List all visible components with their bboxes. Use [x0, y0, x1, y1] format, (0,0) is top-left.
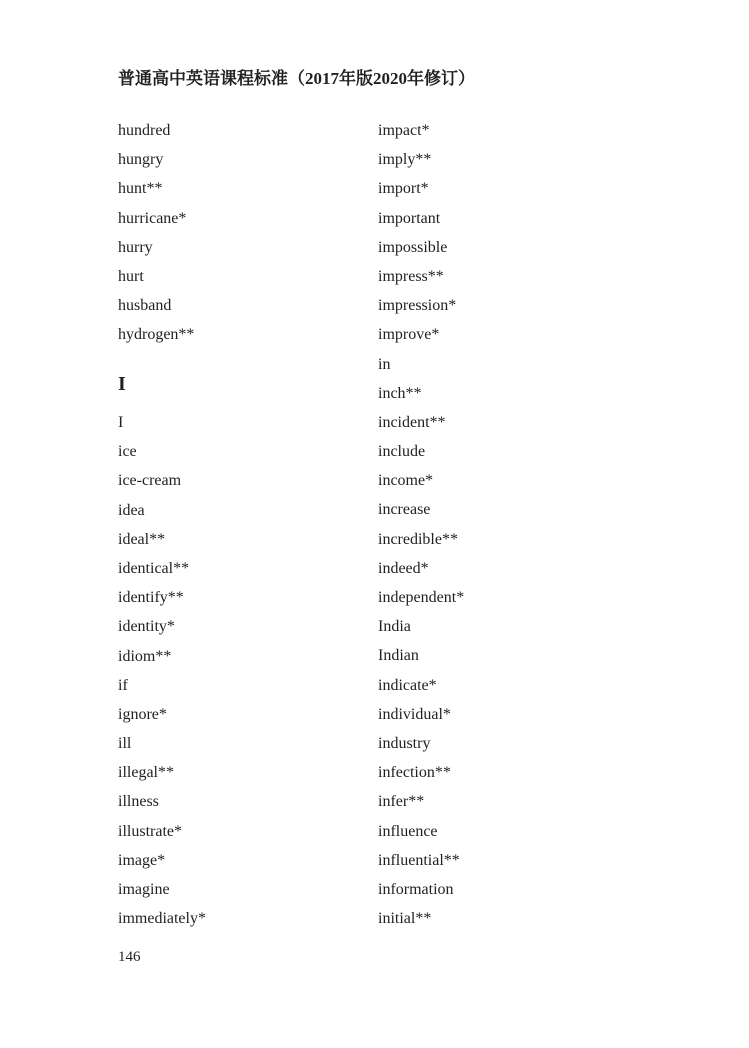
word-entry: impossible	[378, 238, 448, 256]
word-entry: ideal**	[118, 530, 166, 548]
word-entry: idiom**	[118, 647, 172, 665]
word-entry: information	[378, 880, 454, 898]
word-entry: hurry	[118, 238, 153, 256]
word-entry: hundred	[118, 122, 171, 139]
word-entry: ill	[118, 735, 132, 753]
word-list-right	[378, 120, 618, 937]
word-entry: hurricane*	[118, 209, 187, 227]
word-entry: identity*	[118, 618, 175, 636]
word-entry: influence	[378, 822, 438, 840]
word-entry: indeed*	[378, 559, 429, 577]
word-entry: incredible**	[378, 530, 458, 548]
word-entry: increase	[378, 501, 431, 519]
word-entry: illustrate*	[118, 822, 182, 840]
word-entry: illegal**	[118, 764, 174, 782]
word-list-left-top	[118, 120, 358, 354]
word-entry: infer**	[378, 793, 425, 811]
word-entry: identify**	[118, 589, 184, 607]
word-entry: incident**	[378, 413, 446, 431]
word-entry: image*	[118, 851, 166, 869]
word-entry: include	[378, 443, 426, 461]
word-entry: impress**	[378, 267, 444, 285]
section-heading-letter: I	[118, 373, 126, 395]
word-entry: ice-cream	[118, 472, 182, 490]
word-list-left-bottom	[118, 412, 358, 937]
word-entry: improve*	[378, 326, 440, 344]
word-entry: in	[378, 355, 391, 373]
word-entry: Indian	[378, 647, 419, 665]
word-entry: influential**	[378, 851, 460, 869]
word-entry: initial**	[378, 910, 432, 928]
word-entry: indicate*	[378, 676, 437, 694]
word-entry: industry	[378, 734, 431, 752]
word-entry: impression*	[378, 297, 457, 315]
word-entry: infection**	[378, 764, 451, 782]
word-entry: hurt	[118, 267, 144, 285]
word-entry: India	[378, 618, 411, 636]
word-entry: impact*	[378, 122, 430, 139]
page-number: 146	[118, 949, 141, 965]
word-entry: imagine	[118, 881, 170, 898]
word-entry: inch**	[378, 384, 422, 402]
word-entry: import*	[378, 180, 429, 198]
word-entry: ignore*	[118, 705, 167, 723]
word-entry: hydrogen**	[118, 326, 195, 344]
word-entry: important	[378, 209, 441, 227]
word-entry: independent*	[378, 589, 465, 606]
word-entry: hungry	[118, 151, 164, 169]
word-entry: immediately*	[118, 910, 206, 928]
word-entry: ice	[118, 443, 137, 461]
word-entry: imply**	[378, 151, 432, 169]
word-entry: idea	[118, 501, 145, 519]
word-entry: income*	[378, 472, 434, 490]
word-entry: illness	[118, 793, 159, 811]
word-entry: individual*	[378, 705, 451, 723]
word-entry: husband	[118, 297, 172, 315]
word-entry: identical**	[118, 559, 190, 577]
word-entry: if	[118, 676, 128, 694]
page-header-title: 普通高中英语课程标准（2017年版2020年修订）	[118, 69, 475, 88]
word-entry: hunt**	[118, 180, 163, 198]
word-entry: I	[118, 414, 124, 431]
